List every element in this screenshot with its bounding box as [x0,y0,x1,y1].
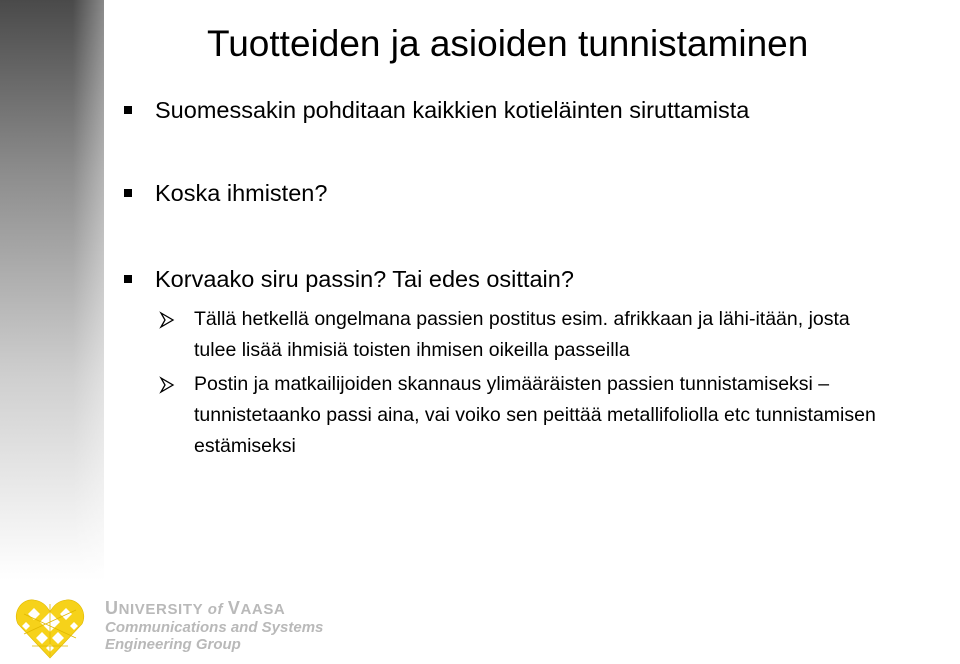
square-bullet-icon [124,189,132,197]
group-name-line1: Communications and Systems [105,619,324,636]
university-logo-icon [14,594,86,662]
square-bullet-icon [124,106,132,114]
university-name: UNIVERSITY of VAASA [105,598,286,618]
sub-bullet-text: Postin ja matkailijoiden skannaus ylimääräisten passien tunnistamiseksi – tunnistetaanko passi aina, vai voiko sen peittää metallifoliolla etc tunnistamisen estämiseksi [194,373,876,457]
arrowhead-bullet-icon [158,376,176,394]
side-gradient-bar [0,0,104,580]
sub-bullet-text: Tällä hetkellä ongelmana passien postitus esim. afrikkaan ja lähi-itään, josta tulee lisää ihmisiä toisten ihmisen oikeilla passeilla [194,308,850,361]
slide-title: Tuotteiden ja asioiden tunnistaminen [207,23,809,64]
group-name-line2: Engineering Group [105,636,241,653]
square-bullet-icon [124,275,132,283]
arrowhead-bullet-icon [158,311,176,329]
bullet-text: Koska ihmisten? [155,180,328,206]
bullet-text: Suomessakin pohditaan kaikkien kotieläinten siruttamista [155,97,750,123]
footer-text [105,599,323,653]
bullet-text: Korvaako siru passin? Tai edes osittain? [155,266,574,292]
